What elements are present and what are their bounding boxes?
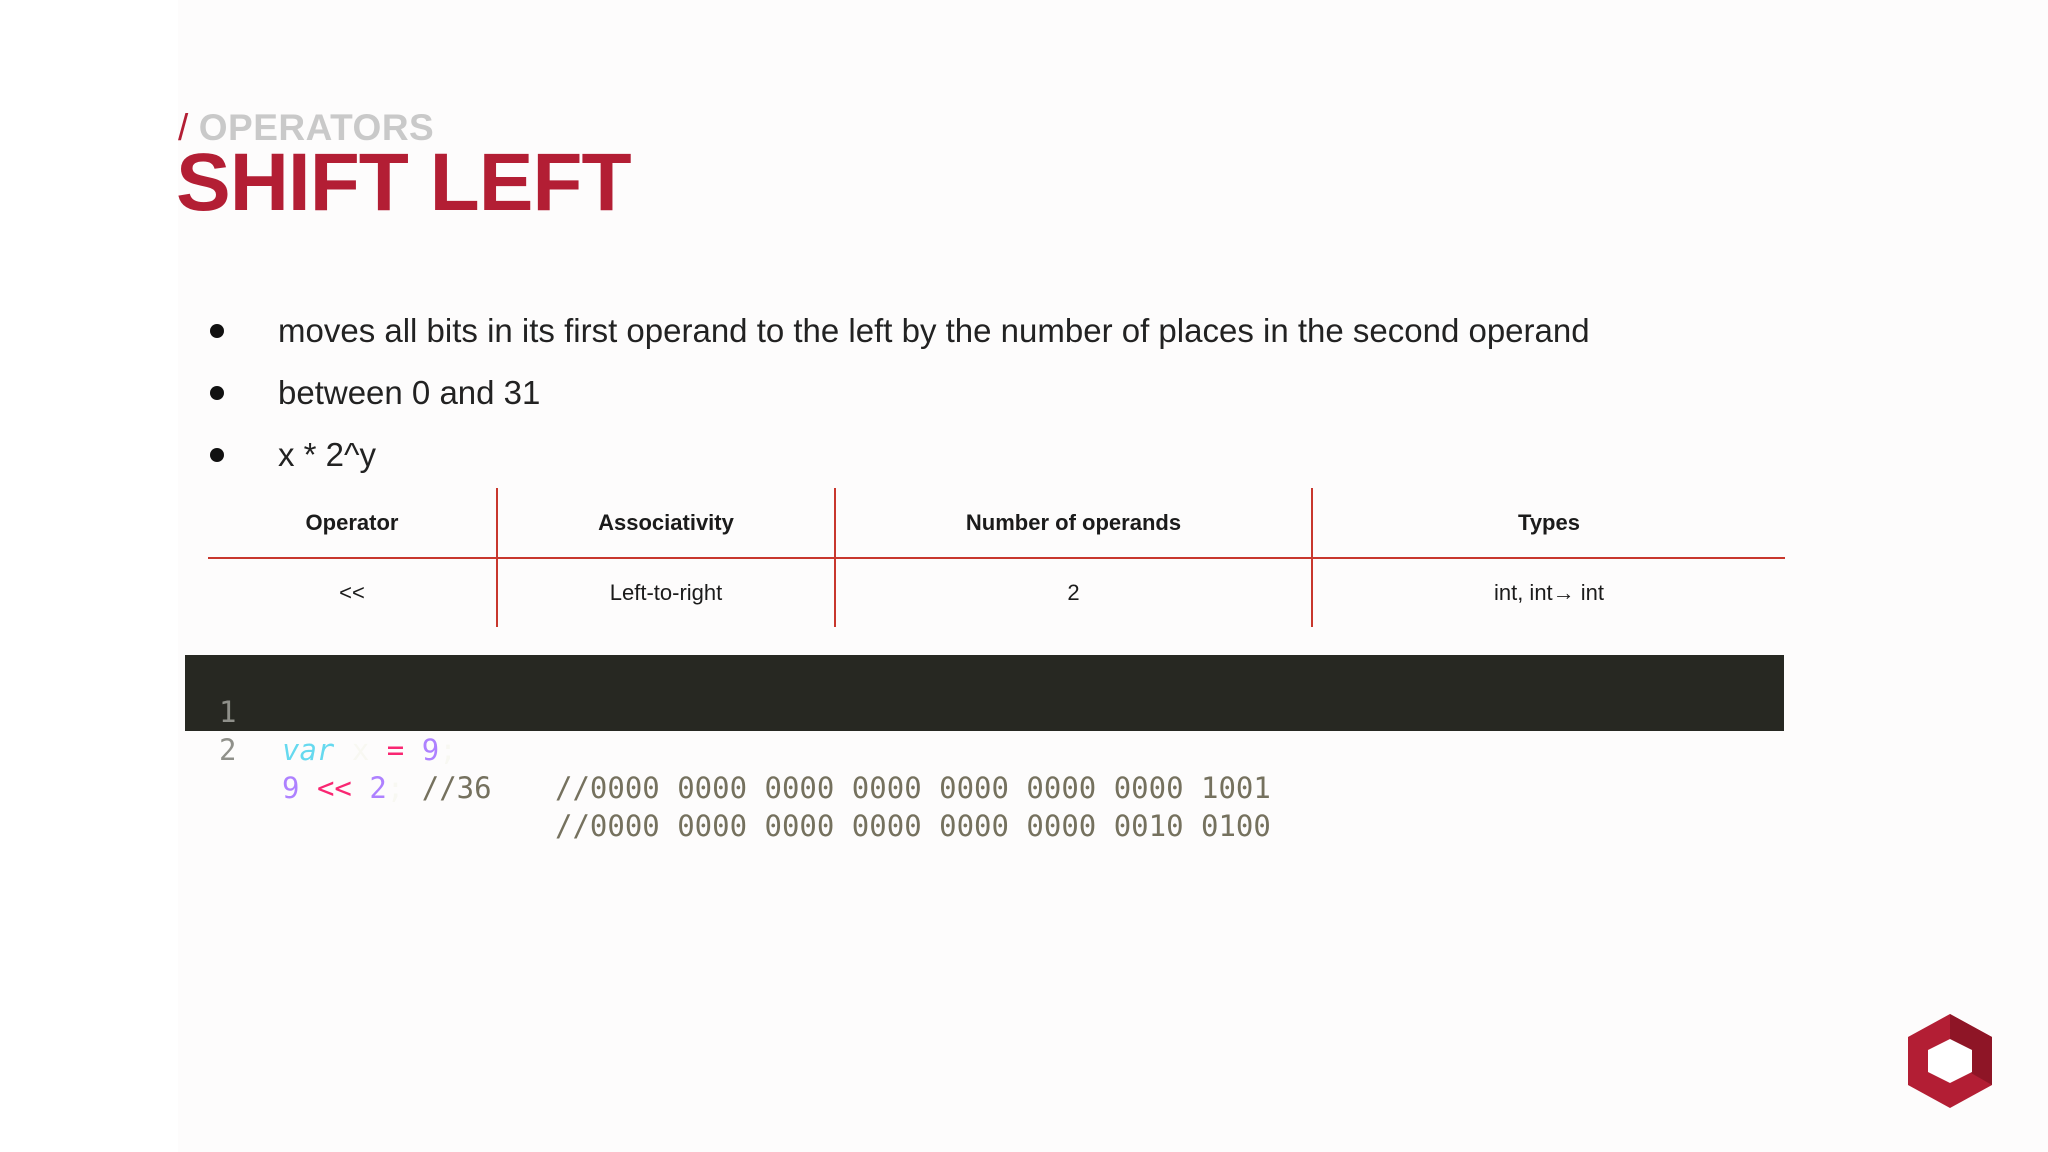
operator-table xyxy=(208,488,1785,627)
bullet-dot-icon xyxy=(210,386,224,400)
hexagon-logo-icon xyxy=(1905,1012,1995,1110)
bullet-text: x * 2^y xyxy=(278,436,377,473)
number-token: 9 xyxy=(282,771,300,805)
kicker-slash: / xyxy=(178,107,189,148)
bullet-text: between 0 and 31 xyxy=(278,374,541,411)
code-content xyxy=(282,731,457,769)
bullet-dot-icon xyxy=(210,324,224,338)
code-content xyxy=(282,769,492,807)
inline-comment: //36 xyxy=(421,771,492,805)
number-token: 9 xyxy=(421,733,440,767)
line-number: 2 xyxy=(219,733,237,767)
table-row xyxy=(208,558,1785,627)
operator-token: << xyxy=(316,771,352,805)
bullet-item xyxy=(200,368,1590,430)
bullet-dot-icon xyxy=(210,448,224,462)
cell-associativity: Left-to-right xyxy=(497,558,835,627)
header-associativity: Associativity xyxy=(497,488,835,558)
number-token: 2 xyxy=(369,771,387,805)
code-block xyxy=(185,655,1784,843)
code-comment: //0000 0000 0000 0000 0000 0000 0010 0100 xyxy=(555,809,1271,843)
table-header-row xyxy=(208,488,1785,558)
cell-operands: 2 xyxy=(835,558,1312,627)
bullet-item xyxy=(200,430,1590,492)
header-operands: Number of operands xyxy=(835,488,1312,558)
header-types: Types xyxy=(1312,488,1785,558)
identifier-token: x xyxy=(351,733,370,767)
header-operator: Operator xyxy=(208,488,497,558)
bullet-list xyxy=(200,306,1590,492)
bullet-text: moves all bits in its first operand to the left by the number of places in the second operand xyxy=(278,312,1590,349)
cell-types: int, int→ int xyxy=(1312,558,1785,627)
kicker-text: OPERATORS xyxy=(198,107,435,148)
operator-token: = xyxy=(386,733,405,767)
punctuation-token: ; xyxy=(439,733,457,767)
punctuation-token: ; xyxy=(386,771,405,805)
keyword-token: var xyxy=(282,733,335,767)
slide-title: SHIFT LEFT xyxy=(176,137,631,228)
line-number: 1 xyxy=(219,695,237,729)
cell-operator: << xyxy=(339,580,365,605)
code-comment: //0000 0000 0000 0000 0000 0000 0000 1001 xyxy=(555,771,1271,805)
bullet-item xyxy=(200,306,1590,368)
